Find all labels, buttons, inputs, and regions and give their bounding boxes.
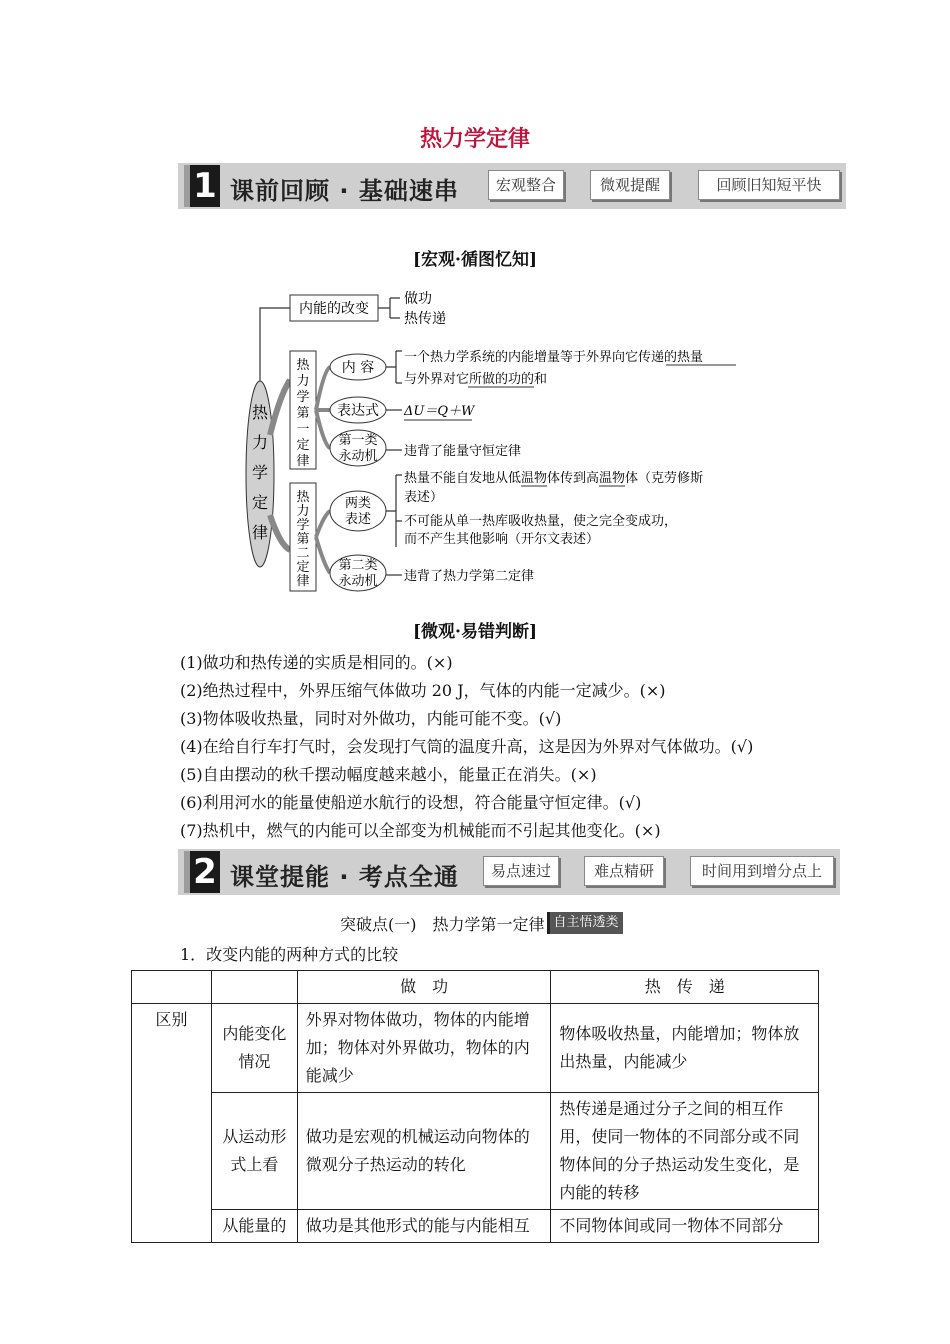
heat-cell: 不同物体间或同一物体不同部分 (551, 1210, 819, 1243)
breakthrough-text: 突破点(一) 热力学第一定律 (340, 915, 545, 934)
first-machine-label-1: 第一类 (338, 433, 378, 448)
section-heading: 课前回顾 · 基础速串 (230, 177, 459, 205)
expression-label: 表达式 (337, 403, 379, 419)
internal-bracket (378, 298, 400, 318)
table-header-cell: 做 功 (297, 971, 551, 1004)
judgment-item: (3)物体吸收热量，同时对外做功，内能可能不变。(√) (180, 709, 562, 728)
tag-time-use[interactable]: 时间用到增分点上 (690, 856, 834, 886)
aspect-cell: 从能量的 (211, 1210, 297, 1243)
statement-1a: 热量不能自发地从低温物体传到高温物体（克劳修斯 (404, 471, 704, 486)
table-header-cell (211, 971, 297, 1004)
group-label-cell: 区别 (132, 1004, 212, 1243)
root-char-2: 力 (251, 433, 269, 452)
table-row (132, 1004, 819, 1093)
sl-char-2: 力 (296, 504, 310, 519)
sl-char-4: 第 (296, 532, 310, 547)
section-heading: 课堂提能 · 考点全通 (230, 863, 459, 891)
aspect-cell: 从运动形式上看 (211, 1093, 297, 1210)
content-text-2: 与外界对它所做的功的和 (404, 372, 548, 387)
self-study-badge: 自主悟透类 (547, 912, 623, 934)
judgment-item: (1)做功和热传递的实质是相同的。(×) (180, 653, 453, 672)
tag-review[interactable]: 回顾旧知短平快 (698, 170, 840, 200)
judgment-item: (6)利用河水的能量使船逆水航行的设想，符合能量守恒定律。(√) (180, 793, 642, 812)
sl-char-7: 律 (296, 574, 310, 589)
table-header-cell (132, 971, 212, 1004)
connector-first-law (270, 380, 290, 435)
work-cell: 外界对物体做功，物体的内能增加；物体对外界做功，物体的内能减少 (297, 1004, 551, 1093)
fl-char-6: 定 (296, 438, 310, 453)
root-char-5: 律 (251, 523, 269, 542)
content-label: 内 容 (341, 360, 375, 376)
statements-label-2: 表述 (344, 512, 372, 527)
sl-char-5: 二 (296, 546, 310, 561)
second-machine-label-2: 永动机 (338, 574, 378, 589)
fl-char-3: 学 (296, 390, 310, 405)
root-char-4: 定 (251, 493, 269, 512)
heat-cell: 热传递是通过分子之间的相互作用，使同一物体的不同部分或不同物体间的分子热运动发生变化，是内能的转移 (551, 1093, 819, 1210)
table-header-row (132, 971, 819, 1004)
tag-hard-points[interactable]: 难点精研 (584, 856, 664, 886)
judgment-item: (4)在给自行车打气时，会发现打气筒的温度升高，这是因为外界对气体做功。(√) (180, 737, 754, 756)
fl-char-7: 律 (296, 454, 310, 469)
tag-micro-reminder[interactable]: 微观提醒 (590, 170, 670, 200)
sl-char-1: 热 (296, 490, 310, 505)
root-char-3: 学 (251, 463, 269, 482)
comparison-table (131, 970, 819, 1243)
work-cell: 做功是宏观的机械运动向物体的微观分子热运动的转化 (297, 1093, 551, 1210)
connector-second-law (270, 515, 290, 550)
second-law-branches (316, 511, 330, 573)
connector-internal (260, 308, 290, 381)
table-header-cell: 热 传 递 (551, 971, 819, 1004)
internal-item-heat: 热传递 (404, 311, 446, 327)
breakthrough-line (340, 912, 623, 935)
first-law-branches (316, 367, 330, 448)
heat-cell: 物体吸收热量，内能增加；物体放出热量，内能减少 (551, 1004, 819, 1093)
table-row (132, 1210, 819, 1243)
subheading: 1．改变内能的两种方式的比较 (180, 945, 399, 964)
judgment-item: (5)自由摆动的秋千摆动幅度越来越小，能量正在消失。(×) (180, 765, 597, 784)
work-cell: 做功是其他形式的能与内能相互 (297, 1210, 551, 1243)
section-number: 2 (184, 851, 220, 893)
internal-item-work: 做功 (404, 291, 432, 307)
tag-easy-points[interactable]: 易点速过 (483, 856, 559, 886)
statement-2a: 不可能从单一热库吸收热量，使之完全变成功， (404, 514, 678, 529)
fl-char-5: 一 (296, 422, 310, 437)
statements-bracket (386, 475, 402, 547)
section-number: 1 (184, 165, 220, 207)
page-title: 热力学定律 (419, 127, 530, 152)
judgment-item: (2)绝热过程中，外界压缩气体做功 20 J，气体的内能一定减少。(×) (180, 681, 666, 700)
second-machine-text: 违背了热力学第二定律 (404, 569, 535, 584)
content-text-1: 一个热力学系统的内能增量等于外界向它传递的热量 (404, 350, 704, 365)
root-char-1: 热 (251, 403, 269, 422)
statements-label-1: 两类 (344, 496, 372, 511)
statement-1b: 表述） (404, 490, 444, 505)
second-machine-label-1: 第二类 (338, 558, 378, 573)
micro-heading: [微观·易错判断] (412, 622, 537, 642)
statement-2b: 而不产生其他影响（开尔文表述） (404, 532, 600, 547)
first-machine-text: 违背了能量守恒定律 (404, 444, 522, 459)
table-row (132, 1093, 819, 1210)
macro-heading: [宏观·循图忆知] (412, 250, 537, 270)
section-banner-1 (178, 163, 846, 209)
internal-energy-label: 内能的改变 (299, 301, 369, 317)
tag-macro-integration[interactable]: 宏观整合 (488, 170, 564, 200)
sl-char-6: 定 (296, 560, 310, 575)
judgment-item: (7)热机中，燃气的内能可以全部变为机械能而不引起其他变化。(×) (180, 821, 661, 840)
expression-formula: ΔU＝Q＋W (404, 404, 475, 419)
first-machine-label-2: 永动机 (338, 449, 378, 464)
fl-char-4: 第 (296, 406, 310, 421)
aspect-cell: 内能变化情况 (211, 1004, 297, 1093)
fl-char-2: 力 (296, 374, 310, 389)
section-banner-2 (178, 849, 840, 895)
content-bracket (386, 351, 402, 383)
sl-char-3: 学 (296, 518, 310, 533)
fl-char-1: 热 (296, 358, 310, 373)
mindmap-diagram (240, 285, 760, 595)
